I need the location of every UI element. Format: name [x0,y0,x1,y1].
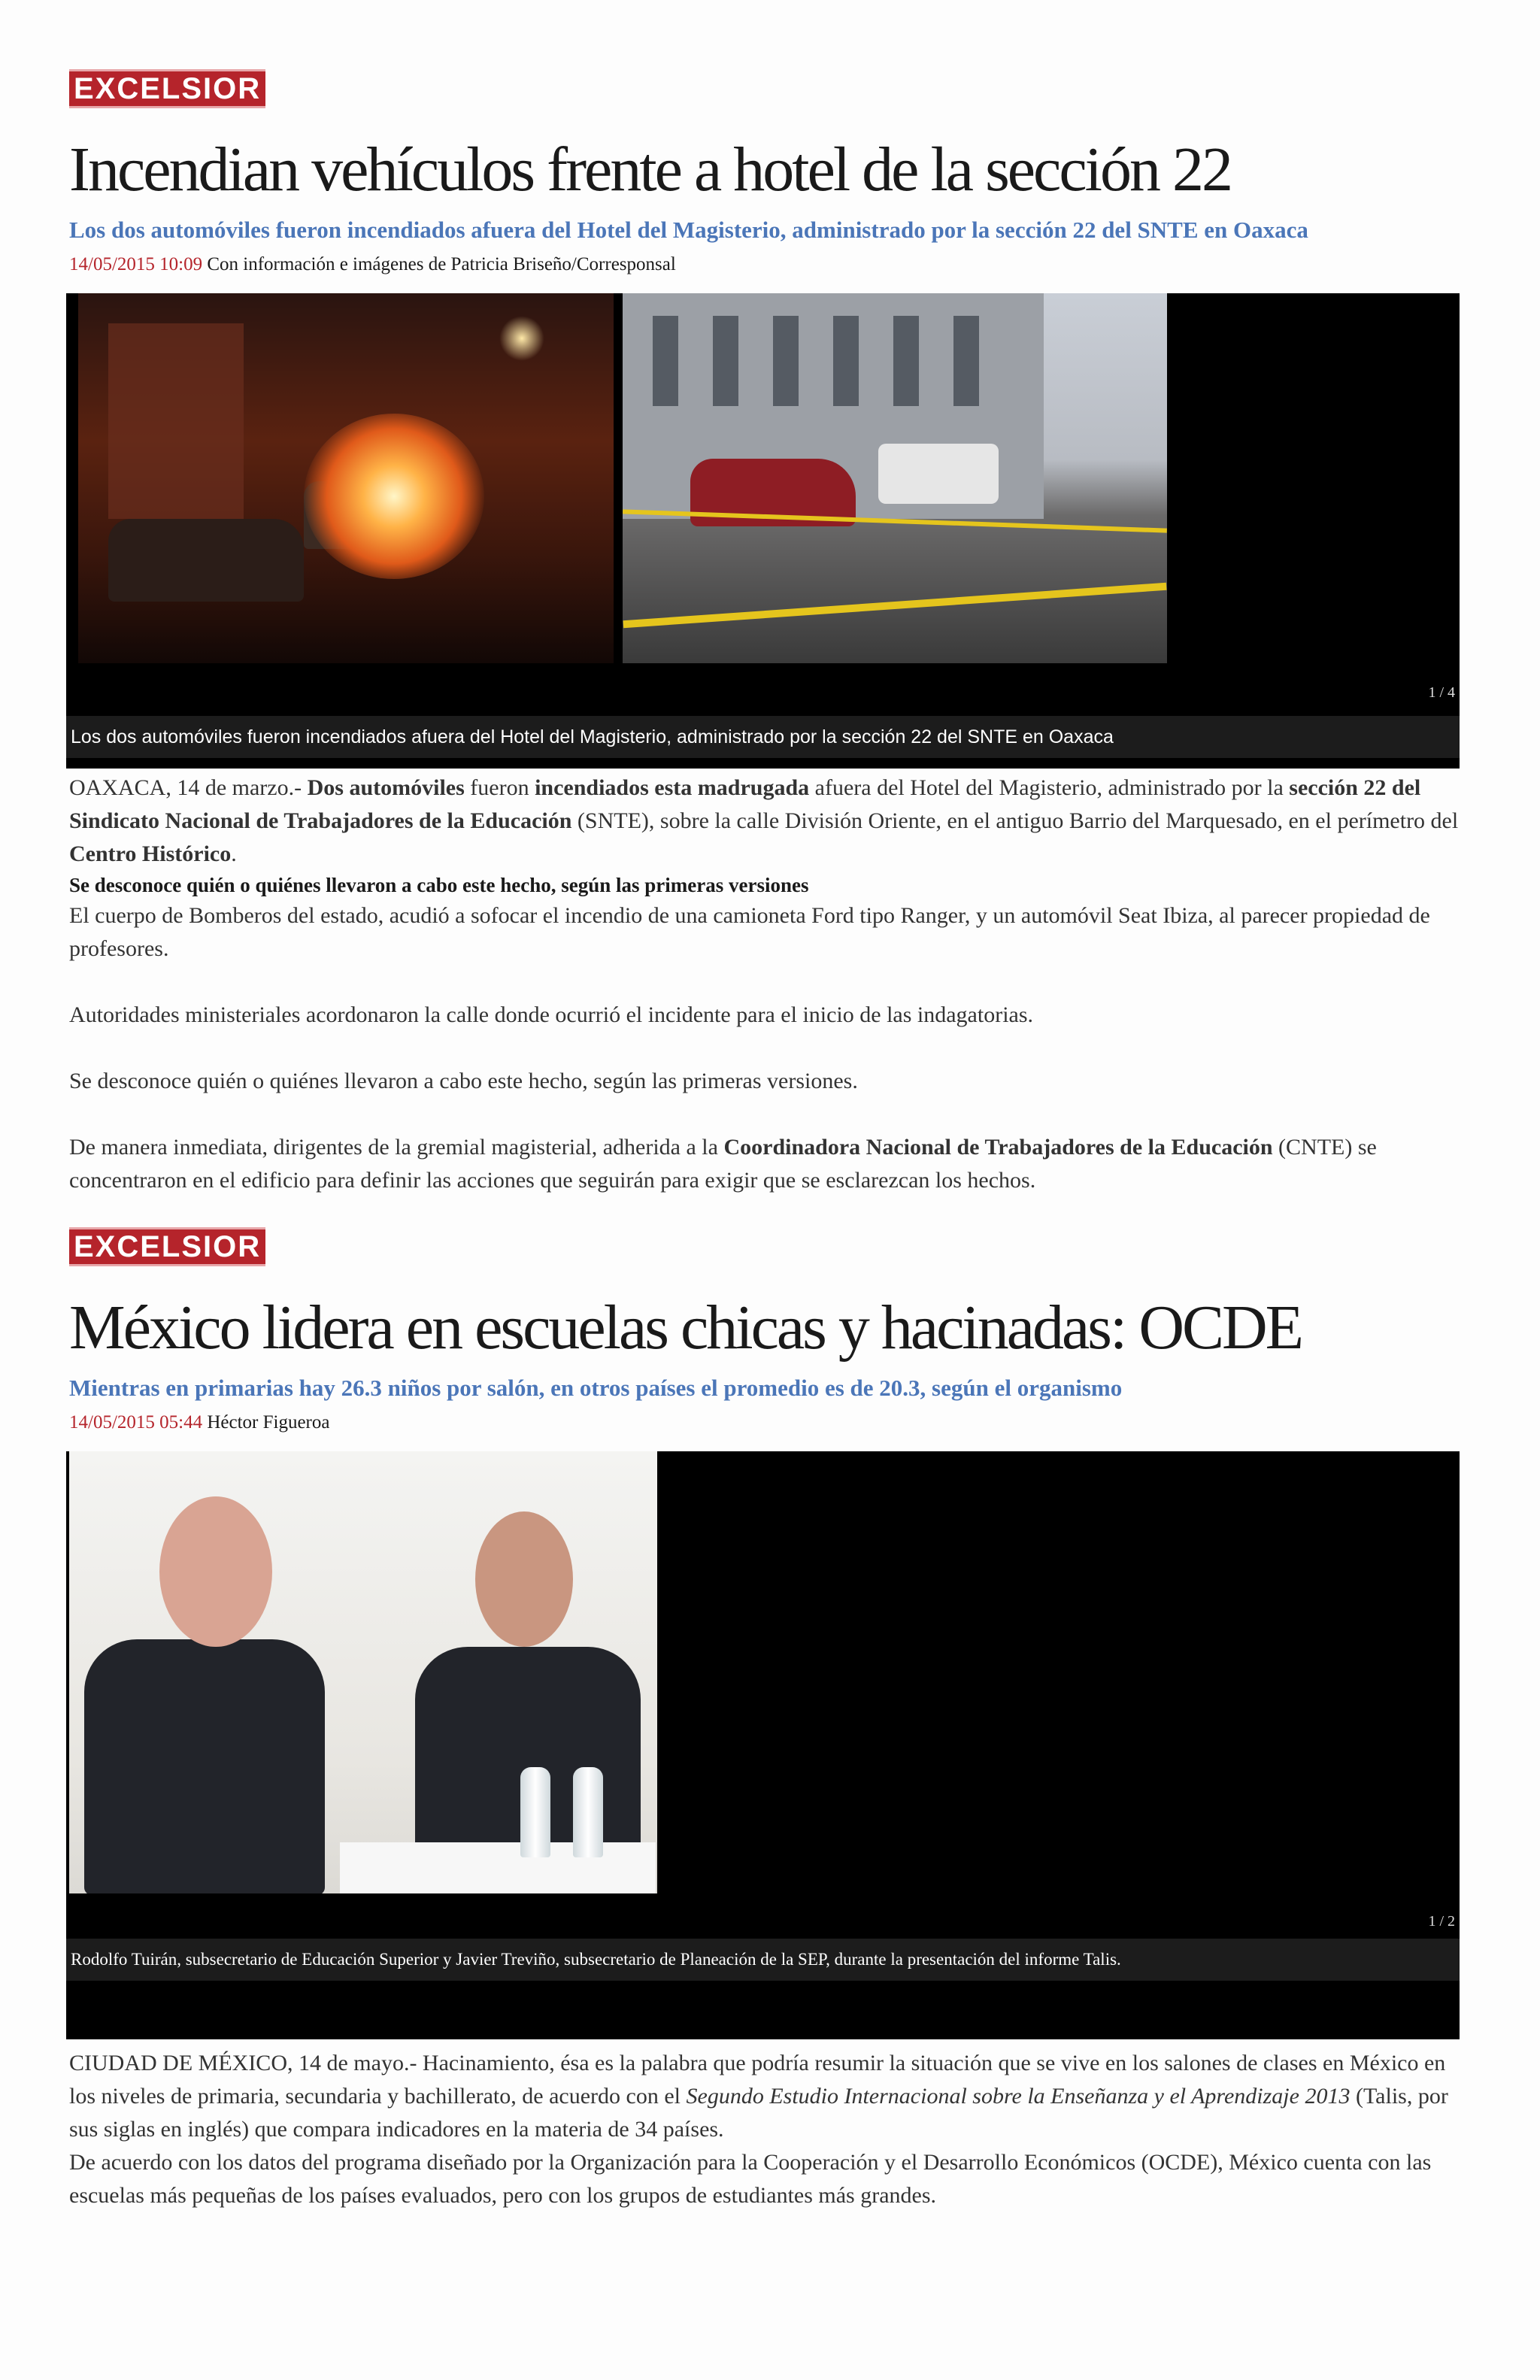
article-date: 14/05/2015 10:09 [69,254,203,274]
officials-photo[interactable] [69,1451,657,1893]
paragraph: De manera inmediata, dirigentes de la gremial magisterial, adherida a la Coordinadora Nacional de Trabajadores de la Educación (CNTE) se concentraron en el edificio para definir las acciones que seguirán para exigir que se esclarezcan los hechos. [69,1135,1377,1193]
paragraph: El cuerpo de Bomberos del estado, acudió a sofocar el incendio de una camioneta Ford tipo Ranger, y un automóvil Seat Ibiza, al parecer propiedad de profesores. [69,903,1430,961]
photo-gallery[interactable] [66,293,1460,769]
inline-subtitle: Se desconoce quién o quiénes llevaron a cabo este hecho, según las primeras versiones [69,874,809,896]
article-date: 14/05/2015 05:44 [69,1412,203,1433]
gallery-counter: 1 / 2 [1428,1913,1455,1930]
article-headline: Incendian vehículos frente a hotel de la sección 22 [69,135,1231,205]
paragraph: Autoridades ministeriales acordonaron la calle donde ocurrió el incidente para el inicio de las indagatorias. [69,1002,1034,1027]
paragraph: Se desconoce quién o quiénes llevaron a cabo este hecho, según las primeras versiones. [69,1069,858,1093]
article-subhead: Mientras en primarias hay 26.3 niños por salón, en otros países el promedio es de 20.3, según el organismo [69,1375,1123,1401]
paragraph: CIUDAD DE MÉXICO, 14 de mayo.- Hacinamiento, ésa es la palabra que podría resumir la situación que se vive en los salones de clases en México en los niveles de primaria, secundaria y bachillerato, de acuerdo con el Segundo Estudio Internacional sobre la Enseñanza y el Aprendizaje 2013 (Talis, por sus siglas en inglés) que compara indicadores en la materia de 34 países. [69,2051,1448,2142]
article-meta [69,1411,1460,1435]
excelsior-logo[interactable]: EXCELSIOR [69,1227,265,1266]
paragraph: De acuerdo con los datos del programa diseñado por la Organización para la Cooperación y el Desarrollo Económicos (OCDE), México cuenta con las escuelas más pequeñas de los países evaluados, pero con los grupos de estudiantes más grandes. [69,2150,1432,2208]
excelsior-logo[interactable]: EXCELSIOR [69,69,265,108]
article-ocde [69,1227,1460,2212]
article-headline: México lidera en escuelas chicas y hacinadas: OCDE [69,1293,1302,1363]
gallery-counter: 1 / 4 [1428,684,1455,701]
article-meta [69,253,1460,277]
paragraph: OAXACA, 14 de marzo.- Dos automóviles fueron incendiados esta madrugada afuera del Hotel del Magisterio, administrado por la sección 22 del Sindicato Nacional de Trabajadores de la Educación (SNTE), sobre la calle División Oriente, en el antiguo Barrio del Marquesado, en el perímetro del Centro Histórico. [69,775,1459,866]
article-body [69,2047,1460,2212]
gallery-caption: Los dos automóviles fueron incendiados afuera del Hotel del Magisterio, administrado por la sección 22 del SNTE en Oaxaca [66,716,1460,758]
cordoned-street-photo[interactable] [623,293,1167,663]
article-subhead: Los dos automóviles fueron incendiados afuera del Hotel del Magisterio, administrado por la sección 22 del SNTE en Oaxaca [69,217,1308,243]
article-body [69,772,1460,1197]
burning-cars-photo[interactable] [78,293,614,663]
article-byline: Con información e imágenes de Patricia Briseño/Corresponsal [207,254,676,274]
article-byline: Héctor Figueroa [207,1412,330,1433]
gallery-caption: Rodolfo Tuirán, subsecretario de Educación Superior y Javier Treviño, subsecretario de Planeación de la SEP, durante la presentación del informe Talis. [66,1939,1460,1981]
photo-gallery[interactable] [66,1451,1460,2039]
article-incendio [69,69,1460,1197]
